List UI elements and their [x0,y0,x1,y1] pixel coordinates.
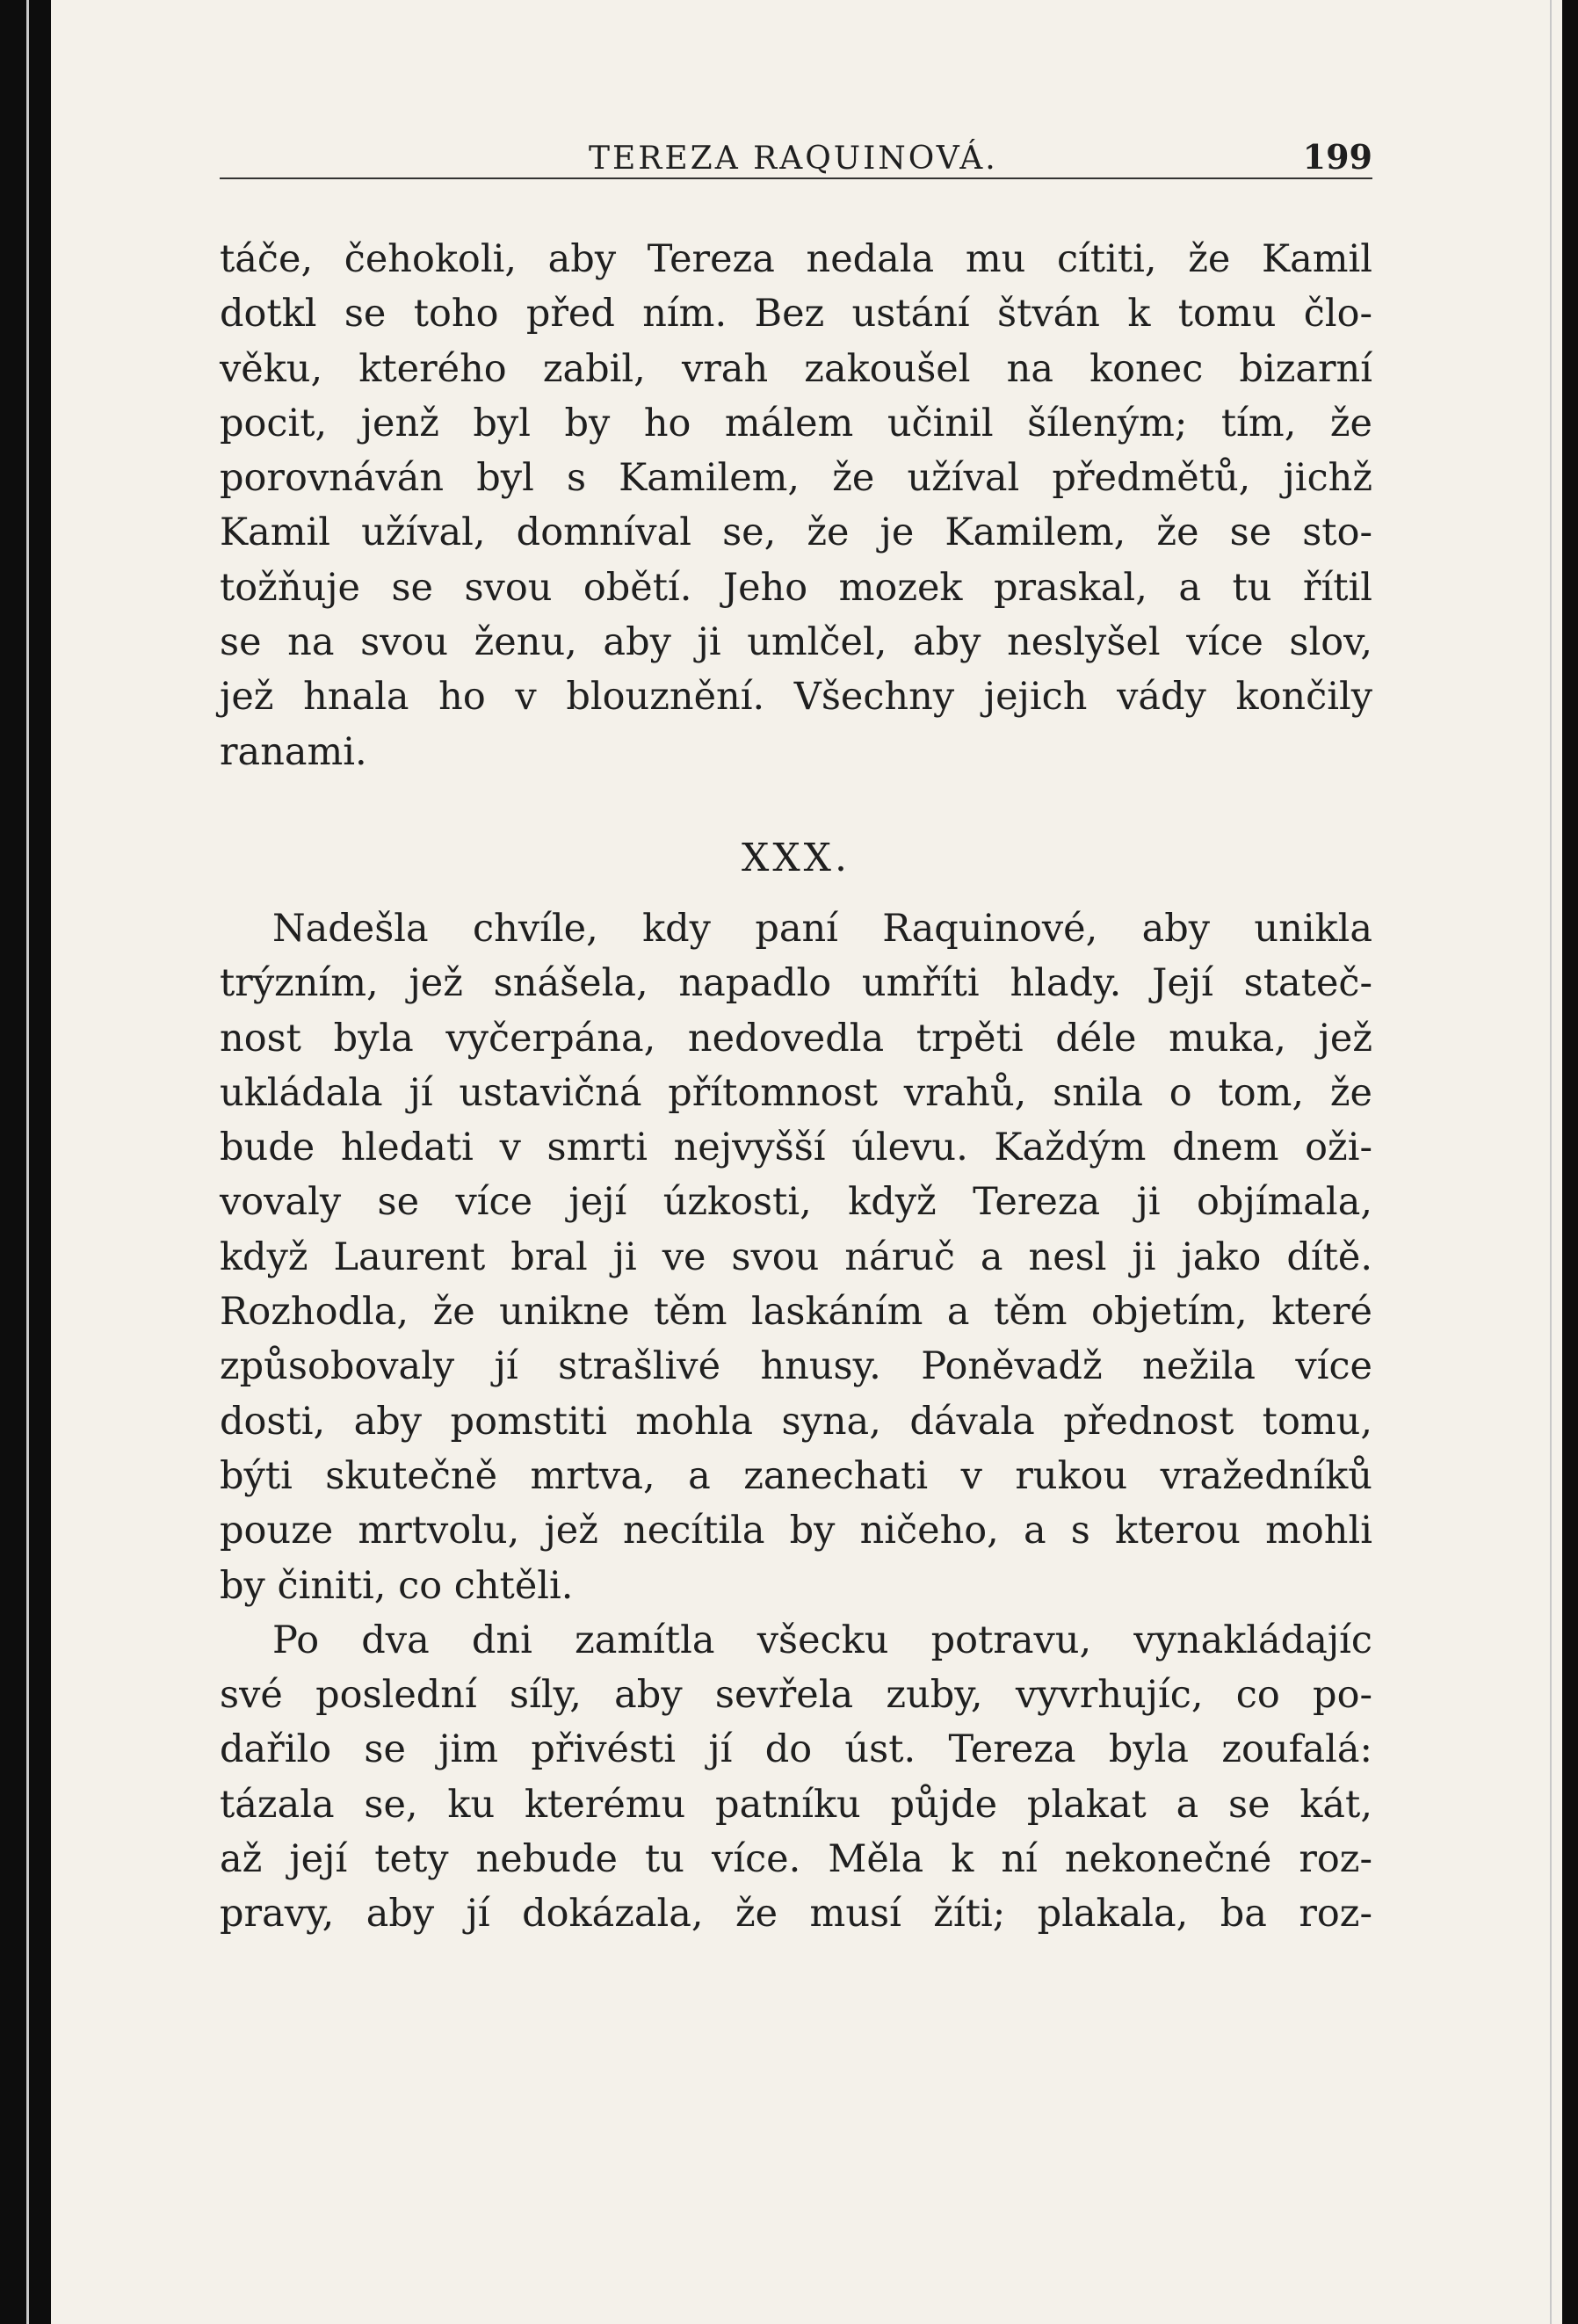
text-line: když Laurent bral ji ve svou náruč a nesl ji jako dítě. [220,1234,1372,1279]
text-line: trýzním, jež snášela, napadlo umříti hlady. Její stateč- [220,961,1372,1006]
chapter-paragraph-2 [220,1613,1372,1942]
chapter-heading: XXX. [742,835,851,880]
page-number: 199 [1302,137,1372,177]
text-line: dotkl se toho před ním. Bez ustání štván k tomu člo- [220,292,1372,337]
scan-right-edge-line [1550,0,1552,2324]
text-line: tožňuje se svou obětí. Jeho mozek praskal, a tu řítil [220,565,1372,610]
text-line: věku, kterého zabil, vrah zakoušel na konec bizarní [220,346,1372,391]
text-line: až její tety nebude tu více. Měla k ní nekonečné roz- [220,1837,1372,1882]
text-line: býti skutečně mrtva, a zanechati v rukou vražedníků [220,1453,1372,1498]
scan-left-edge [0,0,51,2324]
paragraph-continuation [220,232,1372,779]
book-page [220,132,1372,1942]
text-line: dařilo se jim přivésti jí do úst. Tereza byla zoufalá: [220,1727,1372,1772]
text-line: ranami. [220,729,367,774]
text-line: pocit, jenž byl by ho málem učinil šíleným; tím, že [220,401,1372,445]
text-line: pravy, aby jí dokázala, že musí žíti; plakala, ba roz- [220,1892,1372,1937]
text-line: porovnáván byl s Kamilem, že užíval předmětů, jichž [220,456,1372,501]
text-line: Nadešla chvíle, kdy paní Raquinové, aby unikla [272,906,1372,951]
text-line: pouze mrtvolu, jež necítila by ničeho, a s kterou mohli [220,1509,1372,1553]
chapter-paragraph-1 [220,901,1372,1613]
text-line: své poslední síly, aby sevřela zuby, vyvrhujíc, co po- [220,1673,1372,1718]
running-title: TEREZA RAQUINOVÁ. [589,141,998,177]
text-line: ukládala jí ustavičná přítomnost vrahů, snila o tom, že [220,1070,1372,1115]
text-line: bude hledati v smrti nejvyšší úlevu. Každým dnem oži- [220,1126,1372,1170]
text-line: Kamil užíval, domníval se, že je Kamilem, že se sto- [220,510,1372,555]
text-line: dosti, aby pomstiti mohla syna, dávala přednost tomu, [220,1399,1372,1444]
text-line: jež hnala ho v blouznění. Všechny jejich vády končily [220,675,1372,720]
text-line: vovaly se více její úzkosti, když Tereza ji objímala, [220,1180,1372,1225]
text-line: by činiti, co chtěli. [220,1563,574,1608]
text-line: Rozhodla, že unikne těm laskáním a těm objetím, které [220,1290,1372,1335]
text-line: tázala se, ku kterému patníku půjde plakat a se kát, [220,1782,1372,1827]
text-line: se na svou ženu, aby ji umlčel, aby neslyšel více slov, [220,620,1372,665]
running-header [220,132,1372,179]
scan-left-edge-line [26,0,29,2324]
text-line: táče, čehokoli, aby Tereza nedala mu cítiti, že Kamil [220,237,1372,281]
text-line: nost byla vyčerpána, nedovedla trpěti déle muka, jež [220,1016,1372,1061]
text-line: způsobovaly jí strašlivé hnusy. Poněvadž nežila více [220,1344,1372,1389]
text-line: Po dva dni zamítla všecku potravu, vynakládajíc [272,1618,1372,1662]
scan-right-edge [1562,0,1578,2324]
